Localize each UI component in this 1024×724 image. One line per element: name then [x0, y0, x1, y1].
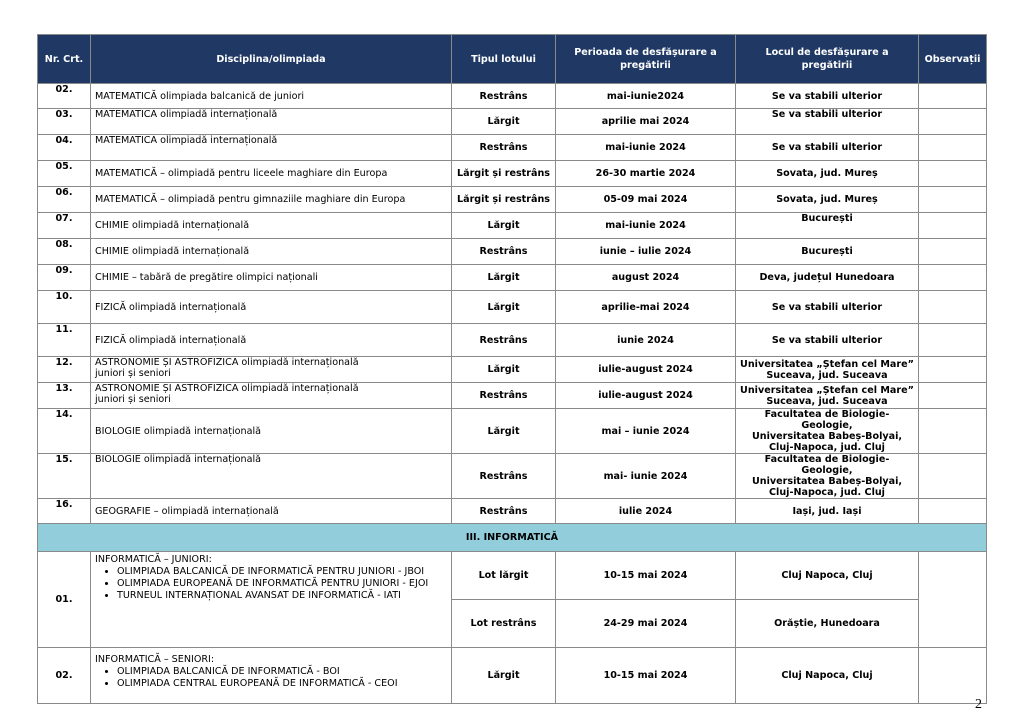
- row-tip: Lot restrâns: [452, 600, 556, 648]
- header-locul: Locul de desfășurare a pregătirii: [736, 35, 919, 84]
- table-row: [38, 187, 987, 213]
- info-list: [95, 566, 447, 602]
- table-row: [38, 383, 987, 409]
- row-nr: 07.: [38, 213, 91, 239]
- row-nr: 09.: [38, 265, 91, 291]
- row-loc: [736, 454, 919, 499]
- row-loc: Se va stabili ulterior: [736, 135, 919, 161]
- row-disciplina: GEOGRAFIE – olimpiadă internațională: [91, 499, 452, 524]
- row-observatii: [919, 324, 987, 357]
- row-observatii: [919, 84, 987, 109]
- section-title: III. INFORMATICĂ: [38, 524, 987, 552]
- table-row: [38, 409, 987, 454]
- row-tip: Lărgit: [452, 109, 556, 135]
- table-row: [38, 499, 987, 524]
- info-title: INFORMATICĂ – SENIORI:: [95, 654, 215, 665]
- header-observatii: Observații: [919, 35, 987, 84]
- row-disciplina: BIOLOGIE olimpiadă internațională: [91, 454, 452, 499]
- row-observatii: [919, 409, 987, 454]
- row-perioada: 10-15 mai 2024: [556, 552, 736, 600]
- row-loc-line3: Cluj-Napoca, jud. Cluj: [769, 487, 885, 498]
- row-loc-line1: Facultatea de Biologie-Geologie,: [764, 409, 890, 431]
- row-nr: 10.: [38, 291, 91, 324]
- row-loc: [736, 409, 919, 454]
- row-tip: Restrâns: [452, 84, 556, 109]
- row-tip: Lot lărgit: [452, 552, 556, 600]
- row-observatii: [919, 357, 987, 383]
- header-perioada: Perioada de desfășurare a pregătirii: [556, 35, 736, 84]
- table-row: [38, 324, 987, 357]
- row-disciplina: MATEMATICĂ – olimpiadă pentru liceele maghiare din Europa: [91, 161, 452, 187]
- table-row: [38, 648, 987, 704]
- row-loc-line2: Universitatea Babeș-Bolyai,: [751, 431, 903, 442]
- row-loc: Se va stabili ulterior: [736, 291, 919, 324]
- row-tip: Lărgit: [452, 265, 556, 291]
- row-loc-line1: Facultatea de Biologie-Geologie,: [764, 454, 890, 476]
- row-perioada: mai- iunie 2024: [556, 454, 736, 499]
- list-item: • OLIMPIADA CENTRAL EUROPEANĂ DE INFORMATICĂ - CEOI: [117, 678, 447, 690]
- row-disciplina: CHIMIE olimpiadă internațională: [91, 213, 452, 239]
- row-tip: Lărgit și restrâns: [452, 161, 556, 187]
- row-loc: [736, 383, 919, 409]
- row-nr: 06.: [38, 187, 91, 213]
- row-observatii: [919, 109, 987, 135]
- row-loc-line3: Cluj-Napoca, jud. Cluj: [769, 442, 885, 453]
- header-nr: Nr. Crt.: [38, 35, 91, 84]
- list-item: • OLIMPIADA BALCANICĂ DE INFORMATICĂ - BOI: [117, 666, 447, 678]
- row-perioada: iulie 2024: [556, 499, 736, 524]
- header-row: [38, 35, 987, 84]
- row-observatii: [919, 648, 987, 704]
- row-loc: Cluj Napoca, Cluj: [736, 552, 919, 600]
- table-row: [38, 265, 987, 291]
- list-item: • OLIMPIADA EUROPEANĂ DE INFORMATICĂ PENTRU JUNIORI - EJOI: [117, 578, 447, 590]
- row-observatii: [919, 213, 987, 239]
- info-title: INFORMATICĂ – JUNIORI:: [95, 554, 212, 565]
- row-tip: Lărgit: [452, 648, 556, 704]
- row-disciplina-line2: juniori și seniori: [95, 394, 171, 405]
- row-perioada: mai-iunie 2024: [556, 135, 736, 161]
- row-tip: Lărgit: [452, 291, 556, 324]
- row-perioada: august 2024: [556, 265, 736, 291]
- row-loc-line1: Universitatea „Ștefan cel Mare”: [740, 384, 914, 396]
- row-loc-line2: Suceava, jud. Suceava: [766, 395, 888, 407]
- row-tip: Lărgit: [452, 409, 556, 454]
- row-perioada: 24-29 mai 2024: [556, 600, 736, 648]
- table-row: [38, 239, 987, 265]
- info-list: [95, 666, 447, 690]
- row-observatii: [919, 187, 987, 213]
- row-nr: 05.: [38, 161, 91, 187]
- row-disciplina: CHIMIE – tabără de pregătire olimpici naționali: [91, 265, 452, 291]
- row-observatii: [919, 291, 987, 324]
- table-row: [38, 454, 987, 499]
- row-observatii: [919, 161, 987, 187]
- row-observatii: [919, 499, 987, 524]
- row-disciplina: MATEMATICĂ olimpiada balcanică de juniori: [91, 84, 452, 109]
- row-disciplina: [91, 648, 452, 704]
- table-row: [38, 135, 987, 161]
- row-perioada: mai – iunie 2024: [556, 409, 736, 454]
- row-observatii: [919, 135, 987, 161]
- row-disciplina: FIZICĂ olimpiadă internațională: [91, 291, 452, 324]
- row-observatii: [919, 265, 987, 291]
- row-disciplina-line1: ASTRONOMIE ȘI ASTROFIZICĂ olimpiadă internațională: [95, 383, 359, 394]
- row-observatii: [919, 552, 987, 648]
- section-row: [38, 524, 987, 552]
- row-disciplina: MATEMATICĂ – olimpiadă pentru gimnaziile maghiare din Europa: [91, 187, 452, 213]
- row-tip: Restrâns: [452, 135, 556, 161]
- row-perioada: 10-15 mai 2024: [556, 648, 736, 704]
- table-row: [38, 357, 987, 383]
- row-nr: 08.: [38, 239, 91, 265]
- row-loc: Iași, jud. Iași: [736, 499, 919, 524]
- olympiad-table: [37, 34, 987, 704]
- row-perioada: mai-iunie 2024: [556, 213, 736, 239]
- row-loc: Se va stabili ulterior: [736, 84, 919, 109]
- table-row: [38, 213, 987, 239]
- row-disciplina: BIOLOGIE olimpiadă internațională: [91, 409, 452, 454]
- row-loc: Se va stabili ulterior: [736, 109, 919, 135]
- row-observatii: [919, 454, 987, 499]
- row-nr: 16.: [38, 499, 91, 524]
- row-perioada: iulie-august 2024: [556, 357, 736, 383]
- row-loc: [736, 357, 919, 383]
- row-nr: 14.: [38, 409, 91, 454]
- list-item: • TURNEUL INTERNAȚIONAL AVANSAT DE INFORMATICĂ - IATI: [117, 590, 447, 602]
- row-nr: 11.: [38, 324, 91, 357]
- row-disciplina: CHIMIE olimpiadă internațională: [91, 239, 452, 265]
- row-nr: 02.: [38, 648, 91, 704]
- row-disciplina: [91, 383, 452, 409]
- row-nr: 02.: [38, 84, 91, 109]
- row-loc: Sovata, jud. Mureș: [736, 161, 919, 187]
- row-loc: București: [736, 239, 919, 265]
- row-loc: Se va stabili ulterior: [736, 324, 919, 357]
- header-disciplina: Disciplina/olimpiada: [91, 35, 452, 84]
- row-nr: 15.: [38, 454, 91, 499]
- row-tip: Lărgit și restrâns: [452, 187, 556, 213]
- table-row: [38, 291, 987, 324]
- row-nr: 04.: [38, 135, 91, 161]
- table-row: [38, 552, 987, 600]
- row-observatii: [919, 383, 987, 409]
- header-tipul: Tipul lotului: [452, 35, 556, 84]
- row-disciplina-line1: ASTRONOMIE ȘI ASTROFIZICĂ olimpiadă internațională: [95, 357, 359, 368]
- row-perioada: 26-30 martie 2024: [556, 161, 736, 187]
- table-row: [38, 161, 987, 187]
- row-nr: 03.: [38, 109, 91, 135]
- table-row: [38, 109, 987, 135]
- row-tip: Restrâns: [452, 454, 556, 499]
- row-perioada: mai-iunie2024: [556, 84, 736, 109]
- row-loc-line2: Suceava, jud. Suceava: [766, 369, 888, 381]
- row-nr: 13.: [38, 383, 91, 409]
- row-disciplina: FIZICĂ olimpiadă internațională: [91, 324, 452, 357]
- row-perioada: aprilie mai 2024: [556, 109, 736, 135]
- row-perioada: aprilie-mai 2024: [556, 291, 736, 324]
- row-tip: Lărgit: [452, 213, 556, 239]
- row-loc: Cluj Napoca, Cluj: [736, 648, 919, 704]
- row-perioada: iunie 2024: [556, 324, 736, 357]
- row-disciplina: [91, 552, 452, 648]
- row-perioada: 05-09 mai 2024: [556, 187, 736, 213]
- row-loc: Sovata, jud. Mureș: [736, 187, 919, 213]
- row-disciplina: MATEMATICĂ olimpiadă internațională: [91, 135, 452, 161]
- row-nr: 12.: [38, 357, 91, 383]
- list-item: • OLIMPIADA BALCANICĂ DE INFORMATICĂ PENTRU JUNIORI - JBOI: [117, 566, 447, 578]
- page-number: 2: [975, 697, 982, 712]
- row-tip: Lărgit: [452, 357, 556, 383]
- row-nr: 01.: [38, 552, 91, 648]
- row-perioada: iunie – iulie 2024: [556, 239, 736, 265]
- row-tip: Restrâns: [452, 324, 556, 357]
- row-loc-line1: Universitatea „Ștefan cel Mare”: [740, 358, 914, 370]
- table-row: [38, 84, 987, 109]
- row-loc: Orăștie, Hunedoara: [736, 600, 919, 648]
- row-loc: București: [736, 213, 919, 239]
- row-loc: Deva, județul Hunedoara: [736, 265, 919, 291]
- row-disciplina: MATEMATICĂ olimpiadă internațională: [91, 109, 452, 135]
- row-observatii: [919, 239, 987, 265]
- row-tip: Restrâns: [452, 499, 556, 524]
- row-perioada: iulie-august 2024: [556, 383, 736, 409]
- row-tip: Restrâns: [452, 239, 556, 265]
- row-disciplina: [91, 357, 452, 383]
- row-tip: Restrâns: [452, 383, 556, 409]
- row-disciplina-line2: juniori și seniori: [95, 368, 171, 379]
- row-loc-line2: Universitatea Babeș-Bolyai,: [751, 476, 903, 487]
